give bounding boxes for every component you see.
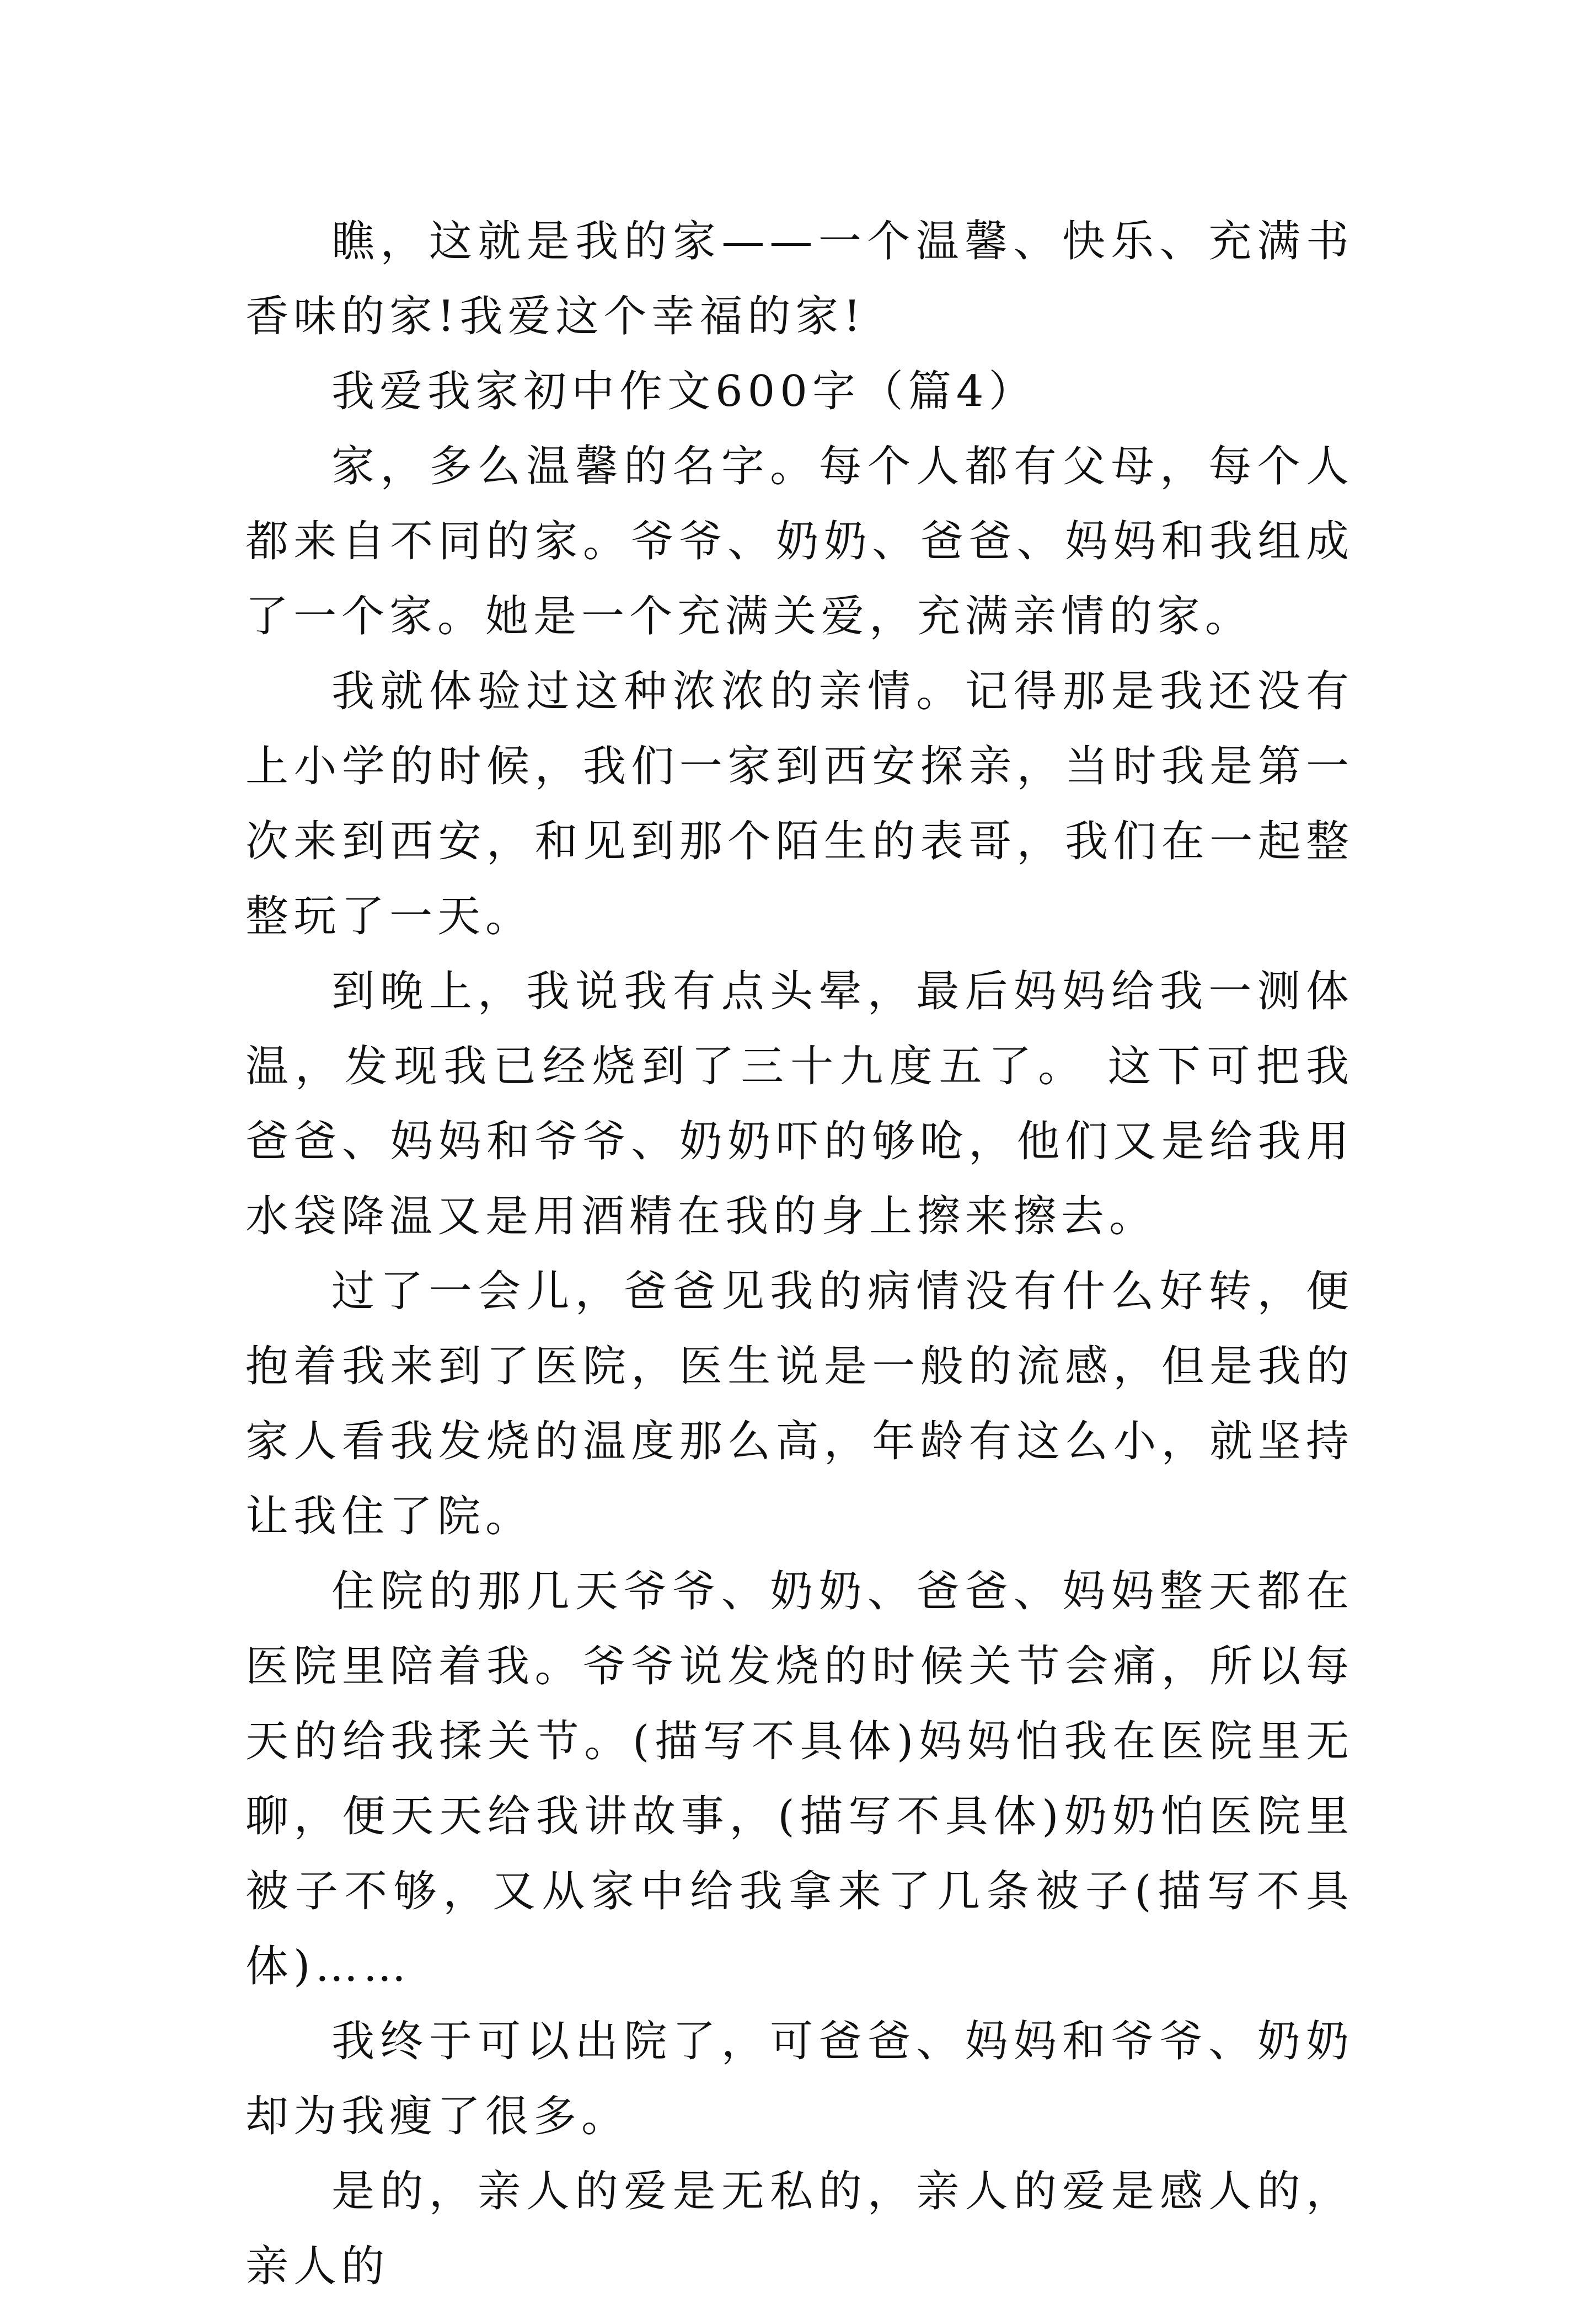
paragraph-intro: 家，多么温馨的名字。每个人都有父母，每个人都来自不同的家。爷爷、奶奶、爸爸、妈妈和我组成了一个家。她是一个充满关爱，充满亲情的家。 <box>245 442 1354 641</box>
essay-title: 我爱我家初中作文600字（篇4） <box>331 367 1037 416</box>
paragraph-hospital: 过了一会儿，爸爸见我的病情没有什么好转，便抱着我来到了医院，医生说是一般的流感，但是我的家人看我发烧的温度那么高，年龄有这么小，就坚持让我住了院。 <box>245 1267 1354 1541</box>
paragraph-closing-line: 瞧，这就是我的家——一个温馨、快乐、充满书香味的家!我爱这个幸福的家! <box>245 217 1354 341</box>
paragraph-fever: 到晚上，我说我有点头晕，最后妈妈给我一测体温，发现我已经烧到了三十九度五了。 这下可把我爸爸、妈妈和爷爷、奶奶吓的够呛，他们又是给我用水袋降温又是用酒精在我的身上擦来擦去。 <box>245 967 1354 1241</box>
paragraph-xian-visit: 我就体验过这种浓浓的亲情。记得那是我还没有上小学的时候，我们一家到西安探亲，当时我是第一次来到西安，和见到那个陌生的表哥，我们在一起整整玩了一天。 <box>245 667 1354 941</box>
document-body <box>245 204 1354 2304</box>
paragraph-discharge: 我终于可以出院了，可爸爸、妈妈和爷爷、奶奶却为我瘦了很多。 <box>245 2017 1354 2141</box>
paragraph-conclusion: 是的，亲人的爱是无私的，亲人的爱是感人的，亲人的 <box>245 2167 1354 2291</box>
paragraph-family-care: 住院的那几天爷爷、奶奶、爸爸、妈妈整天都在医院里陪着我。爷爷说发烧的时候关节会痛，所以每天的给我揉关节。(描写不具体)妈妈怕我在医院里无聊，便天天给我讲故事，(描写不具体)奶奶怕医院里被子不够，又从家中给我拿来了几条被子(描写不具体)…… <box>245 1567 1354 1991</box>
